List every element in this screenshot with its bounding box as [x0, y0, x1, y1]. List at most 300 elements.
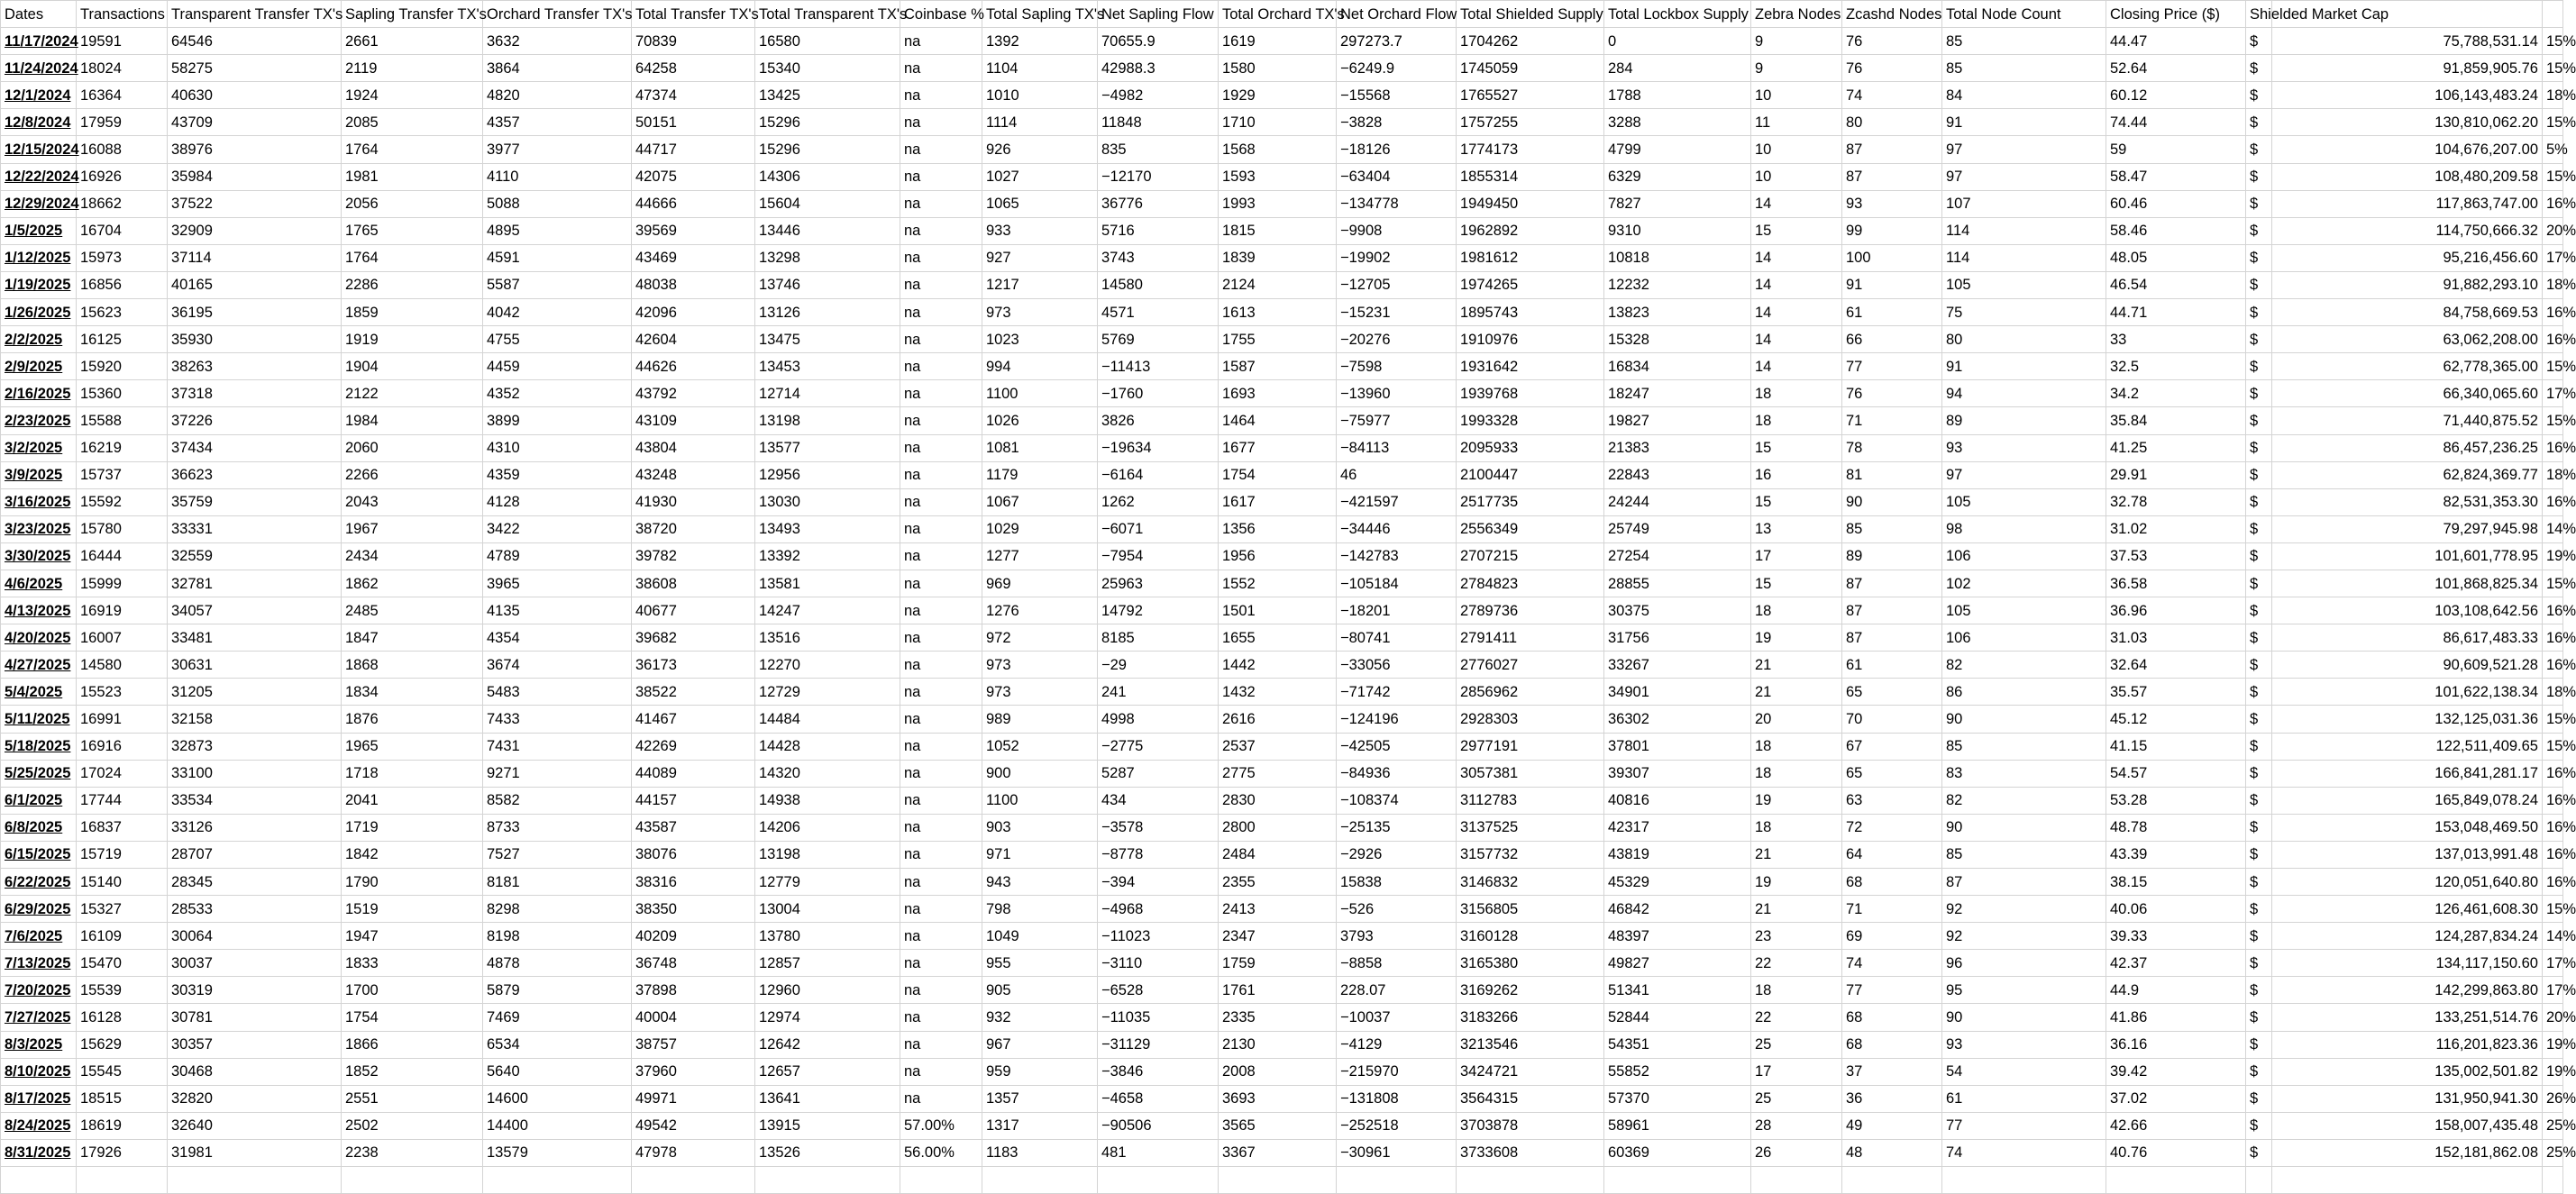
date-cell[interactable]: 3/30/2025 [1, 542, 77, 570]
data-cell[interactable]: 3632 [483, 28, 632, 55]
data-cell[interactable]: 22 [1751, 1004, 1842, 1031]
data-cell[interactable]: 1100 [982, 380, 1098, 407]
data-cell[interactable]: 1876 [342, 706, 483, 733]
date-cell[interactable]: 4/20/2025 [1, 624, 77, 652]
data-cell[interactable]: na [900, 570, 982, 597]
data-cell[interactable]: 33 [2106, 326, 2246, 353]
date-cell[interactable]: 5/4/2025 [1, 679, 77, 706]
data-cell[interactable]: 32.5 [2106, 353, 2246, 380]
data-cell[interactable]: 25749 [1604, 515, 1751, 542]
data-cell[interactable]: 2661 [342, 28, 483, 55]
column-header-cell[interactable]: Total Transparent TX's [755, 1, 900, 28]
data-cell[interactable]: −7598 [1337, 353, 1457, 380]
data-cell[interactable]: $ [2246, 679, 2272, 706]
data-cell[interactable]: 75,788,531.14 [2272, 28, 2543, 55]
data-cell[interactable]: 959 [982, 1058, 1098, 1085]
data-cell[interactable]: 2119 [342, 55, 483, 82]
data-cell[interactable]: 101,868,825.34 [2272, 570, 2543, 597]
data-cell[interactable]: 18515 [77, 1085, 168, 1112]
data-cell[interactable]: 87 [1842, 597, 1942, 624]
data-cell[interactable]: 13298 [755, 244, 900, 271]
data-cell[interactable]: −215970 [1337, 1058, 1457, 1085]
data-cell[interactable]: 2775 [1219, 760, 1337, 787]
date-cell[interactable]: 8/10/2025 [1, 1058, 77, 1085]
data-cell[interactable]: 59 [2106, 136, 2246, 163]
data-cell[interactable]: 49 [1842, 1112, 1942, 1139]
data-cell[interactable]: 39.33 [2106, 923, 2246, 950]
data-cell[interactable]: 133,251,514.76 [2272, 1004, 2543, 1031]
data-cell[interactable]: −29 [1098, 652, 1219, 679]
data-cell[interactable]: 153,048,469.50 [2272, 814, 2543, 841]
data-cell[interactable]: 87 [1842, 136, 1942, 163]
data-cell[interactable]: 42988.3 [1098, 55, 1219, 82]
data-cell[interactable]: 1104 [982, 55, 1098, 82]
data-cell[interactable]: 53.28 [2106, 787, 2246, 814]
data-cell[interactable]: 28533 [168, 896, 342, 923]
data-cell[interactable]: 20 [1751, 706, 1842, 733]
data-cell[interactable]: −30961 [1337, 1139, 1457, 1166]
data-cell[interactable]: 19 [1751, 869, 1842, 896]
data-cell[interactable]: 18 [1751, 597, 1842, 624]
date-cell[interactable]: 7/27/2025 [1, 1004, 77, 1031]
data-cell[interactable]: $ [2246, 706, 2272, 733]
data-cell[interactable]: 114,750,666.32 [2272, 217, 2543, 244]
column-header-cell[interactable]: Closing Price ($) [2106, 1, 2246, 28]
data-cell[interactable]: −124196 [1337, 706, 1457, 733]
data-cell[interactable]: −2775 [1098, 733, 1219, 760]
data-cell[interactable]: 40165 [168, 271, 342, 298]
data-cell[interactable]: −84936 [1337, 760, 1457, 787]
data-cell[interactable]: 70655.9 [1098, 28, 1219, 55]
data-cell[interactable]: 7431 [483, 733, 632, 760]
data-cell[interactable]: 1868 [342, 652, 483, 679]
data-cell[interactable]: 18 [1751, 380, 1842, 407]
data-cell[interactable]: 77 [1842, 977, 1942, 1004]
data-cell[interactable]: 28855 [1604, 570, 1751, 597]
data-cell[interactable]: 90 [1942, 706, 2106, 733]
data-cell[interactable]: 900 [982, 760, 1098, 787]
data-cell[interactable]: $ [2246, 624, 2272, 652]
data-cell[interactable]: −421597 [1337, 488, 1457, 515]
data-cell[interactable]: 17% [2543, 950, 2563, 977]
data-cell[interactable]: 19827 [1604, 407, 1751, 434]
data-cell[interactable]: 2286 [342, 271, 483, 298]
date-cell[interactable]: 2/9/2025 [1, 353, 77, 380]
column-header-cell[interactable] [2543, 1, 2563, 28]
data-cell[interactable]: 42604 [632, 326, 755, 353]
empty-cell[interactable] [1942, 1167, 2106, 1194]
data-cell[interactable]: 47978 [632, 1139, 755, 1166]
data-cell[interactable]: 15% [2543, 733, 2563, 760]
data-cell[interactable]: 92 [1942, 923, 2106, 950]
data-cell[interactable]: 71 [1842, 407, 1942, 434]
data-cell[interactable]: 11 [1751, 109, 1842, 136]
date-cell[interactable]: 2/2/2025 [1, 326, 77, 353]
data-cell[interactable]: $ [2246, 461, 2272, 488]
data-cell[interactable]: na [900, 733, 982, 760]
empty-cell[interactable] [1219, 1167, 1337, 1194]
data-cell[interactable]: 33267 [1604, 652, 1751, 679]
data-cell[interactable]: 30037 [168, 950, 342, 977]
data-cell[interactable]: 3565 [1219, 1112, 1337, 1139]
data-cell[interactable]: 2502 [342, 1112, 483, 1139]
data-cell[interactable]: na [900, 353, 982, 380]
data-cell[interactable]: 90,609,521.28 [2272, 652, 2543, 679]
data-cell[interactable]: na [900, 977, 982, 1004]
data-cell[interactable]: 87 [1842, 163, 1942, 190]
data-cell[interactable]: 131,950,941.30 [2272, 1085, 2543, 1112]
data-cell[interactable]: 12714 [755, 380, 900, 407]
data-cell[interactable]: 25% [2543, 1112, 2563, 1139]
data-cell[interactable]: 44157 [632, 787, 755, 814]
data-cell[interactable]: 37801 [1604, 733, 1751, 760]
data-cell[interactable]: 967 [982, 1031, 1098, 1058]
date-cell[interactable]: 11/17/2024 [1, 28, 77, 55]
data-cell[interactable]: −11035 [1098, 1004, 1219, 1031]
data-cell[interactable]: 40004 [632, 1004, 755, 1031]
data-cell[interactable]: 973 [982, 652, 1098, 679]
data-cell[interactable]: 1895743 [1457, 299, 1604, 326]
data-cell[interactable]: 2485 [342, 597, 483, 624]
date-cell[interactable]: 1/12/2025 [1, 244, 77, 271]
data-cell[interactable]: 1052 [982, 733, 1098, 760]
date-cell[interactable]: 4/6/2025 [1, 570, 77, 597]
data-cell[interactable]: 58275 [168, 55, 342, 82]
data-cell[interactable]: 971 [982, 841, 1098, 868]
data-cell[interactable]: 85 [1942, 841, 2106, 868]
data-cell[interactable]: 15296 [755, 136, 900, 163]
data-cell[interactable]: 3156805 [1457, 896, 1604, 923]
column-header-cell[interactable]: Orchard Transfer TX's [483, 1, 632, 28]
data-cell[interactable]: 37 [1842, 1058, 1942, 1085]
data-cell[interactable]: 20% [2543, 1004, 2563, 1031]
data-cell[interactable]: 65 [1842, 679, 1942, 706]
data-cell[interactable]: −8778 [1098, 841, 1219, 868]
data-cell[interactable]: 1852 [342, 1058, 483, 1085]
data-cell[interactable]: 13030 [755, 488, 900, 515]
data-cell[interactable]: 9310 [1604, 217, 1751, 244]
data-cell[interactable]: 85 [1942, 28, 2106, 55]
data-cell[interactable]: 130,810,062.20 [2272, 109, 2543, 136]
data-cell[interactable]: 61 [1942, 1085, 2106, 1112]
data-cell[interactable]: 72 [1842, 814, 1942, 841]
date-cell[interactable]: 3/16/2025 [1, 488, 77, 515]
data-cell[interactable]: 14580 [1098, 271, 1219, 298]
data-cell[interactable]: −526 [1337, 896, 1457, 923]
data-cell[interactable]: 7527 [483, 841, 632, 868]
data-cell[interactable]: −15231 [1337, 299, 1457, 326]
data-cell[interactable]: 27254 [1604, 542, 1751, 570]
data-cell[interactable]: 4998 [1098, 706, 1219, 733]
data-cell[interactable]: 44089 [632, 760, 755, 787]
data-cell[interactable]: 17% [2543, 380, 2563, 407]
data-cell[interactable]: $ [2246, 28, 2272, 55]
data-cell[interactable]: 3169262 [1457, 977, 1604, 1004]
data-cell[interactable]: 32909 [168, 217, 342, 244]
data-cell[interactable]: na [900, 82, 982, 109]
data-cell[interactable]: 30468 [168, 1058, 342, 1085]
data-cell[interactable]: 1580 [1219, 55, 1337, 82]
data-cell[interactable]: 3183266 [1457, 1004, 1604, 1031]
data-cell[interactable]: 2537 [1219, 733, 1337, 760]
date-cell[interactable]: 12/22/2024 [1, 163, 77, 190]
data-cell[interactable]: 14% [2543, 515, 2563, 542]
data-cell[interactable]: −8858 [1337, 950, 1457, 977]
data-cell[interactable]: 15 [1751, 434, 1842, 461]
data-cell[interactable]: 38350 [632, 896, 755, 923]
data-cell[interactable]: 74 [1842, 950, 1942, 977]
data-cell[interactable]: 241 [1098, 679, 1219, 706]
empty-cell[interactable] [1751, 1167, 1842, 1194]
data-cell[interactable]: 36173 [632, 652, 755, 679]
data-cell[interactable]: 3899 [483, 407, 632, 434]
data-cell[interactable]: 86,617,483.33 [2272, 624, 2543, 652]
data-cell[interactable]: 15523 [77, 679, 168, 706]
empty-cell[interactable] [1604, 1167, 1751, 1194]
data-cell[interactable]: na [900, 706, 982, 733]
data-cell[interactable]: 40677 [632, 597, 755, 624]
data-cell[interactable]: 1904 [342, 353, 483, 380]
data-cell[interactable]: 16% [2543, 597, 2563, 624]
data-cell[interactable]: 1262 [1098, 488, 1219, 515]
data-cell[interactable]: 1276 [982, 597, 1098, 624]
data-cell[interactable]: $ [2246, 923, 2272, 950]
data-cell[interactable]: 26 [1751, 1139, 1842, 1166]
data-cell[interactable]: 3826 [1098, 407, 1219, 434]
data-cell[interactable]: 2551 [342, 1085, 483, 1112]
data-cell[interactable]: 13526 [755, 1139, 900, 1166]
data-cell[interactable]: na [900, 679, 982, 706]
data-cell[interactable]: 16007 [77, 624, 168, 652]
data-cell[interactable]: 116,201,823.36 [2272, 1031, 2543, 1058]
data-cell[interactable]: 14 [1751, 299, 1842, 326]
data-cell[interactable]: 114 [1942, 244, 2106, 271]
data-cell[interactable]: 99 [1842, 217, 1942, 244]
data-cell[interactable]: 1815 [1219, 217, 1337, 244]
data-cell[interactable]: 1790 [342, 869, 483, 896]
data-cell[interactable]: na [900, 950, 982, 977]
data-cell[interactable]: 1114 [982, 109, 1098, 136]
data-cell[interactable]: 2085 [342, 109, 483, 136]
data-cell[interactable]: 1755 [1219, 326, 1337, 353]
data-cell[interactable]: 3422 [483, 515, 632, 542]
data-cell[interactable]: 33100 [168, 760, 342, 787]
data-cell[interactable]: 2977191 [1457, 733, 1604, 760]
data-cell[interactable]: 36.96 [2106, 597, 2246, 624]
date-cell[interactable]: 8/17/2025 [1, 1085, 77, 1112]
data-cell[interactable]: 51341 [1604, 977, 1751, 1004]
data-cell[interactable]: 36.58 [2106, 570, 2246, 597]
data-cell[interactable]: na [900, 434, 982, 461]
data-cell[interactable]: 13 [1751, 515, 1842, 542]
data-cell[interactable]: 90 [1842, 488, 1942, 515]
data-cell[interactable]: 12642 [755, 1031, 900, 1058]
data-cell[interactable]: na [900, 55, 982, 82]
data-cell[interactable]: 43109 [632, 407, 755, 434]
data-cell[interactable]: 13780 [755, 923, 900, 950]
data-cell[interactable]: na [900, 896, 982, 923]
data-cell[interactable]: 2791411 [1457, 624, 1604, 652]
data-cell[interactable]: 1552 [1219, 570, 1337, 597]
data-cell[interactable]: 15 [1751, 217, 1842, 244]
data-cell[interactable]: −4982 [1098, 82, 1219, 109]
data-cell[interactable]: 49827 [1604, 950, 1751, 977]
data-cell[interactable]: 15780 [77, 515, 168, 542]
data-cell[interactable]: 103,108,642.56 [2272, 597, 2543, 624]
data-cell[interactable]: 43792 [632, 380, 755, 407]
data-cell[interactable]: 45329 [1604, 869, 1751, 896]
data-cell[interactable]: 1519 [342, 896, 483, 923]
data-cell[interactable]: 14 [1751, 244, 1842, 271]
data-cell[interactable]: na [900, 299, 982, 326]
data-cell[interactable]: 1693 [1219, 380, 1337, 407]
data-cell[interactable]: 15588 [77, 407, 168, 434]
data-cell[interactable]: $ [2246, 977, 2272, 1004]
data-cell[interactable]: $ [2246, 1058, 2272, 1085]
data-cell[interactable]: 1847 [342, 624, 483, 652]
empty-cell[interactable] [2106, 1167, 2246, 1194]
data-cell[interactable]: 39.42 [2106, 1058, 2246, 1085]
data-cell[interactable]: −134778 [1337, 190, 1457, 217]
date-cell[interactable]: 2/23/2025 [1, 407, 77, 434]
data-cell[interactable]: 2130 [1219, 1031, 1337, 1058]
data-cell[interactable]: 47374 [632, 82, 755, 109]
data-cell[interactable]: 40209 [632, 923, 755, 950]
data-cell[interactable]: 14206 [755, 814, 900, 841]
data-cell[interactable]: −2926 [1337, 841, 1457, 868]
data-cell[interactable]: 1593 [1219, 163, 1337, 190]
data-cell[interactable]: 41.15 [2106, 733, 2246, 760]
data-cell[interactable]: 74.44 [2106, 109, 2246, 136]
data-cell[interactable]: 15838 [1337, 869, 1457, 896]
data-cell[interactable]: 18 [1751, 814, 1842, 841]
empty-cell[interactable] [900, 1167, 982, 1194]
data-cell[interactable]: 17959 [77, 109, 168, 136]
data-cell[interactable]: na [900, 380, 982, 407]
date-cell[interactable]: 8/24/2025 [1, 1112, 77, 1139]
data-cell[interactable]: $ [2246, 353, 2272, 380]
data-cell[interactable]: 15999 [77, 570, 168, 597]
data-cell[interactable]: na [900, 1058, 982, 1085]
data-cell[interactable]: 32640 [168, 1112, 342, 1139]
data-cell[interactable]: 66,340,065.60 [2272, 380, 2543, 407]
data-cell[interactable]: 16% [2543, 488, 2563, 515]
data-cell[interactable]: $ [2246, 326, 2272, 353]
data-cell[interactable]: 32559 [168, 542, 342, 570]
data-cell[interactable]: 4571 [1098, 299, 1219, 326]
data-cell[interactable]: $ [2246, 407, 2272, 434]
column-header-cell[interactable]: Total Shielded Supply [1457, 1, 1604, 28]
data-cell[interactable]: $ [2246, 814, 2272, 841]
data-cell[interactable]: 10 [1751, 82, 1842, 109]
data-cell[interactable]: 8198 [483, 923, 632, 950]
data-cell[interactable]: 1718 [342, 760, 483, 787]
data-cell[interactable]: 1745059 [1457, 55, 1604, 82]
data-cell[interactable]: 52844 [1604, 1004, 1751, 1031]
date-cell[interactable]: 5/11/2025 [1, 706, 77, 733]
data-cell[interactable]: 973 [982, 299, 1098, 326]
data-cell[interactable]: 43819 [1604, 841, 1751, 868]
data-cell[interactable]: 14600 [483, 1085, 632, 1112]
empty-cell[interactable] [2272, 1167, 2543, 1194]
data-cell[interactable]: 60.46 [2106, 190, 2246, 217]
data-cell[interactable]: 14306 [755, 163, 900, 190]
data-cell[interactable]: 76 [1842, 28, 1942, 55]
data-cell[interactable]: 1993 [1219, 190, 1337, 217]
date-cell[interactable]: 6/15/2025 [1, 841, 77, 868]
data-cell[interactable]: 48397 [1604, 923, 1751, 950]
data-cell[interactable]: 25% [2543, 1139, 2563, 1166]
data-cell[interactable]: 8733 [483, 814, 632, 841]
data-cell[interactable]: 42096 [632, 299, 755, 326]
date-cell[interactable]: 6/8/2025 [1, 814, 77, 841]
data-cell[interactable]: 16125 [77, 326, 168, 353]
date-cell[interactable]: 5/25/2025 [1, 760, 77, 787]
data-cell[interactable]: 117,863,747.00 [2272, 190, 2543, 217]
data-cell[interactable]: 1967 [342, 515, 483, 542]
data-cell[interactable]: 31.03 [2106, 624, 2246, 652]
data-cell[interactable]: 21 [1751, 679, 1842, 706]
data-cell[interactable]: 29.91 [2106, 461, 2246, 488]
data-cell[interactable]: 37.53 [2106, 542, 2246, 570]
data-cell[interactable]: 15737 [77, 461, 168, 488]
data-cell[interactable]: 3424721 [1457, 1058, 1604, 1085]
data-cell[interactable]: 108,480,209.58 [2272, 163, 2543, 190]
data-cell[interactable]: 16837 [77, 814, 168, 841]
data-cell[interactable]: 14% [2543, 923, 2563, 950]
data-cell[interactable]: 1947 [342, 923, 483, 950]
data-cell[interactable]: 3157732 [1457, 841, 1604, 868]
data-cell[interactable]: 75 [1942, 299, 2106, 326]
data-cell[interactable]: 15140 [77, 869, 168, 896]
data-cell[interactable]: 16% [2543, 841, 2563, 868]
data-cell[interactable]: 5088 [483, 190, 632, 217]
column-header-cell[interactable]: Total Orchard TX's [1219, 1, 1337, 28]
data-cell[interactable]: 15719 [77, 841, 168, 868]
data-cell[interactable]: 972 [982, 624, 1098, 652]
data-cell[interactable]: 1859 [342, 299, 483, 326]
data-cell[interactable]: 4135 [483, 597, 632, 624]
data-cell[interactable]: 62,778,365.00 [2272, 353, 2543, 380]
column-header-cell[interactable]: Coinbase % [900, 1, 982, 28]
data-cell[interactable]: na [900, 407, 982, 434]
data-cell[interactable]: 4359 [483, 461, 632, 488]
data-cell[interactable]: 903 [982, 814, 1098, 841]
data-cell[interactable]: 1677 [1219, 434, 1337, 461]
data-cell[interactable]: 21 [1751, 896, 1842, 923]
data-cell[interactable]: 4591 [483, 244, 632, 271]
data-cell[interactable]: 14938 [755, 787, 900, 814]
data-cell[interactable]: 86 [1942, 679, 2106, 706]
data-cell[interactable]: 3165380 [1457, 950, 1604, 977]
data-cell[interactable]: −12705 [1337, 271, 1457, 298]
data-cell[interactable]: 101,622,138.34 [2272, 679, 2543, 706]
data-cell[interactable]: 43248 [632, 461, 755, 488]
data-cell[interactable]: 19 [1751, 787, 1842, 814]
data-cell[interactable]: 927 [982, 244, 1098, 271]
data-cell[interactable]: 1962892 [1457, 217, 1604, 244]
data-cell[interactable]: 2784823 [1457, 570, 1604, 597]
data-cell[interactable]: 943 [982, 869, 1098, 896]
data-cell[interactable]: 798 [982, 896, 1098, 923]
data-cell[interactable]: 19591 [77, 28, 168, 55]
data-cell[interactable]: 49971 [632, 1085, 755, 1112]
date-cell[interactable]: 4/13/2025 [1, 597, 77, 624]
data-cell[interactable]: 4354 [483, 624, 632, 652]
data-cell[interactable]: 14 [1751, 353, 1842, 380]
data-cell[interactable]: $ [2246, 597, 2272, 624]
data-cell[interactable]: 12857 [755, 950, 900, 977]
